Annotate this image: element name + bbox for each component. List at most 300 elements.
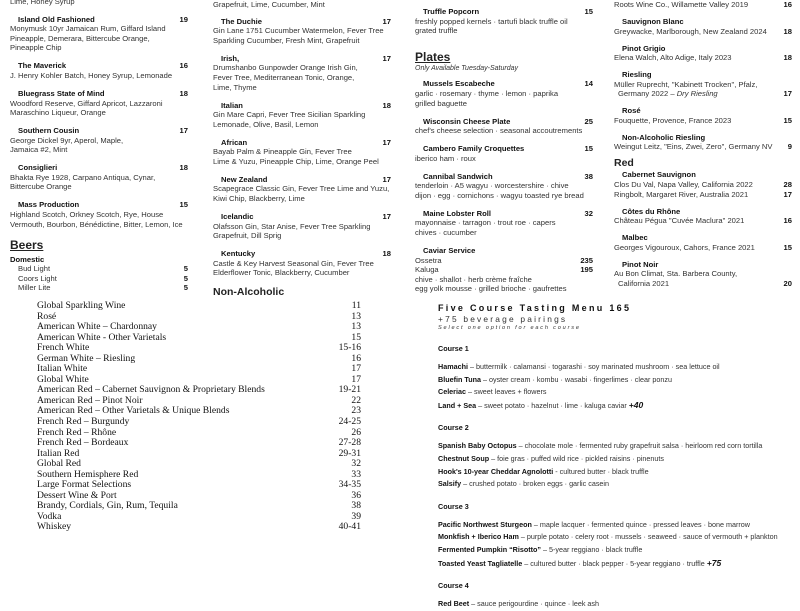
- wine-text: Weingut Leitz, "Eins, Zwei, Zero", Germany NV: [614, 142, 773, 152]
- item-header: [415, 209, 593, 219]
- dish-supplement: +75: [706, 557, 722, 568]
- wine-producer: [614, 180, 753, 190]
- wine-row: [614, 243, 792, 253]
- item-price: 15: [179, 200, 188, 210]
- wine-price: 16: [783, 216, 792, 226]
- wine-group: [614, 44, 792, 63]
- item-name: Mussels Escabeche: [423, 79, 495, 89]
- wine-producer: [614, 80, 757, 99]
- wine-row: [614, 269, 792, 288]
- wine-list-page: 27-28: [338, 437, 361, 449]
- dish-description: – sauce perigourdine · quince · leek ash: [469, 599, 600, 609]
- item-header: [10, 89, 188, 99]
- course-dish: [438, 466, 798, 479]
- caviar-price: 195: [580, 265, 593, 275]
- wine-row: [614, 216, 792, 226]
- gin-tonic-column: [213, 0, 391, 299]
- wine-producer: [614, 53, 732, 63]
- beer-name: Coors Light: [18, 273, 57, 283]
- beer-price: 5: [183, 283, 188, 293]
- item-description: Pineapple, Demerara, Bittercube Orange,: [10, 33, 150, 43]
- wine-text: Fouquette, Provence, France 2023: [614, 115, 732, 125]
- course-dish: [438, 440, 798, 453]
- beer-name: Miller Lite: [18, 283, 51, 293]
- wine-price: 15: [783, 242, 792, 252]
- wine-group: [614, 17, 792, 36]
- item-name: Mass Production: [18, 200, 80, 210]
- menu-item: [10, 61, 188, 80]
- item-description: Maraschino Liqueur, Orange: [10, 108, 106, 118]
- menu-item: [415, 79, 593, 108]
- menu-item: [415, 7, 593, 36]
- item-price: 17: [382, 16, 391, 26]
- wine-list-page: 39: [351, 510, 361, 522]
- item-description: Grapefruit, Dill Sprig: [213, 231, 282, 241]
- course-label: Course 3: [438, 501, 469, 511]
- beer-price: 5: [183, 273, 188, 283]
- wine-group: [614, 106, 792, 125]
- menu-item: [415, 117, 593, 136]
- wine-text-cont: California 2021: [618, 278, 670, 288]
- item-description: George Dickel 9yr, Aperol, Maple,: [10, 135, 124, 145]
- varietal-name: Malbec: [622, 233, 648, 243]
- dish-name: Celeriac: [438, 387, 466, 397]
- item-name: Caviar Service: [423, 246, 476, 256]
- dish-name: Toasted Yeast Tagliatelle: [438, 558, 523, 568]
- wine-list-page: 15: [351, 331, 361, 343]
- item-price: 17: [382, 53, 391, 63]
- course-dish: [438, 386, 798, 399]
- item-price: 14: [584, 79, 593, 89]
- varietal-name: Côtes du Rhône: [622, 206, 681, 216]
- non-alcoholic-heading: Non-Alcoholic: [213, 286, 285, 299]
- red-heading: Red: [614, 157, 634, 170]
- item-description: Fever Tree, Mediterranean Tonic, Orange,: [213, 72, 355, 82]
- wine-list-section: Large Format Selections: [37, 479, 132, 491]
- varietal-name: Non-Alcoholic Riesling: [622, 132, 706, 142]
- dish-name: Red Beet: [438, 599, 470, 609]
- item-description: chive · shallot · herb crème fraîche: [415, 274, 532, 284]
- item-description: Bayab Palm & Pineapple Gin, Fever Tree: [213, 147, 352, 157]
- menu-item: [213, 249, 391, 278]
- item-header: [213, 175, 391, 185]
- wine-list-row: [37, 522, 361, 533]
- wine-list-page: 34-35: [338, 479, 361, 491]
- wine-list-section: American Red – Pinot Noir: [37, 394, 143, 406]
- wine-text-cont: Germany 2022 –: [618, 89, 675, 99]
- wine-list-page: 16: [351, 352, 361, 364]
- wine-list-row: [37, 449, 361, 460]
- menu-item: [415, 209, 593, 238]
- wine-price: 15: [783, 115, 792, 125]
- lead-wine: [614, 0, 792, 10]
- beer-row: [10, 264, 188, 274]
- item-price: 18: [179, 88, 188, 98]
- item-description: Woodford Reserve, Giffard Apricot, Lazzaroni: [10, 98, 163, 108]
- domestic-label: Domestic: [10, 254, 45, 264]
- menu-item: [213, 138, 391, 167]
- wine-price: 16: [783, 0, 792, 9]
- menu-item: [10, 163, 188, 192]
- item-header: [10, 61, 188, 71]
- dish-description: – cultured butter · black pepper · 5-year reggiano · truffle: [522, 558, 707, 568]
- tasting-menu: [438, 303, 798, 611]
- item-price: 16: [179, 61, 188, 71]
- dish-supplement: +40: [628, 399, 644, 410]
- item-header: [10, 200, 188, 210]
- menu-item: [213, 175, 391, 204]
- wine-list-section: Global Red: [37, 458, 81, 470]
- item-description: Scapegrace Classic Gin, Fever Tree Lime and Yuzu,: [213, 184, 390, 194]
- wine-producer: [614, 27, 767, 37]
- wine-list-section: German White – Riesling: [37, 352, 136, 364]
- course-dish: [438, 399, 798, 413]
- lead-text: Lime, Honey Syrup: [10, 0, 75, 6]
- item-header: [213, 101, 391, 111]
- varietal-name: Cabernet Sauvignon: [622, 170, 696, 180]
- wine-list-page: 23: [351, 405, 361, 417]
- wine-price: 9: [787, 142, 792, 152]
- item-description: Lemonade, Olive, Basil, Lemon: [213, 119, 319, 129]
- item-description: Drumshanbo Gunpowder Orange Irish Gin,: [213, 63, 358, 73]
- item-name: Icelandic: [221, 212, 254, 222]
- wine-list-row: [37, 438, 361, 449]
- wine-list-section: American White – Chardonnay: [37, 321, 157, 333]
- wine-list-page: 33: [351, 468, 361, 480]
- item-name: African: [221, 137, 248, 147]
- wine-text-2: [614, 89, 757, 99]
- caviar-service: [415, 246, 593, 294]
- wine-list-section: French Red – Rhône: [37, 426, 117, 438]
- wine-text: Müller Ruprecht, "Kabinett Trocken", Pfalz,: [614, 79, 758, 89]
- dish-description: – maple lacquer · fermented quince · pressed leaves · bone marrow: [531, 519, 750, 529]
- item-header: [10, 15, 188, 25]
- item-name: Irish,: [221, 53, 240, 63]
- item-description: egg yolk mousse · grilled brioche · gaufrettes: [415, 284, 567, 294]
- dish-description: – 5-year reggiano · black truffle: [541, 544, 643, 554]
- dish-name: Monkfish + Iberico Ham: [438, 532, 519, 542]
- menu-item: [213, 212, 391, 241]
- wine-list-page: 11: [351, 300, 361, 311]
- course-dish: [438, 531, 798, 544]
- item-description: garlic · rosemary · thyme · lemon · paprika: [415, 88, 559, 98]
- dish-name: Pacific Northwest Sturgeon: [438, 519, 532, 529]
- wine-list-section: Vodka: [37, 510, 62, 522]
- item-header: [415, 7, 593, 17]
- wine-list-section: Italian White: [37, 363, 88, 375]
- wine-list-index: [37, 301, 361, 533]
- wine-list-page: 26: [351, 426, 361, 438]
- item-price: 17: [382, 174, 391, 184]
- course-label: Course 2: [438, 423, 469, 433]
- wine-group: [614, 260, 792, 289]
- varietal-name: Rosé: [622, 106, 641, 116]
- item-price: 17: [382, 137, 391, 147]
- wine-text-2: [614, 279, 737, 289]
- item-description: tenderloin · A5 wagyu · worcestershire · chive: [415, 181, 569, 191]
- wine-producer: Roots Wine Co., Willamette Valley 2019: [614, 0, 749, 9]
- wine-producer: [614, 216, 744, 226]
- course-dish: [438, 374, 798, 387]
- course-label: Course 1: [438, 344, 469, 353]
- item-description: Pineapple Chip: [10, 43, 62, 53]
- item-description: J. Henry Kohler Batch, Honey Syrup, Lemonade: [10, 70, 173, 80]
- item-description: chives · cucumber: [415, 228, 477, 238]
- item-price: 19: [179, 14, 188, 24]
- wine-row: [614, 27, 792, 37]
- course-dish: [438, 557, 798, 571]
- item-name: Southern Cousin: [18, 126, 80, 136]
- wine-producer: [614, 142, 772, 152]
- item-description: iberico ham · roux: [415, 153, 476, 163]
- wine-producer: [614, 269, 737, 288]
- wine-list-row: [37, 512, 361, 523]
- wine-list-section: French Red – Burgundy: [37, 416, 130, 428]
- wine-note: Dry Riesling: [676, 89, 718, 99]
- wine-list-page: 36: [351, 489, 361, 501]
- item-name: Wisconsin Cheese Plate: [423, 116, 511, 126]
- course-dish: [438, 478, 798, 491]
- wine-text: Château Pégua "Cuvée Maclura" 2021: [614, 216, 745, 226]
- wine-group: [614, 70, 792, 99]
- dish-description: – oyster cream · kombu · wasabi · fingerlimes · clear ponzu: [481, 374, 672, 384]
- item-name: The Duchie: [221, 16, 262, 26]
- item-description: Gin Lane 1751 Cucumber Watermelon, Fever Tree: [213, 26, 384, 36]
- wine-price: 18: [783, 26, 792, 36]
- item-description: chef's cheese selection · seasonal accoutrements: [415, 126, 583, 136]
- item-name: Truffle Popcorn: [423, 7, 480, 16]
- item-price: 18: [382, 249, 391, 259]
- beer-price: 5: [183, 264, 188, 274]
- item-header: [415, 144, 593, 154]
- wine-list-section: Southern Hemisphere Red: [37, 468, 139, 480]
- caviar-option: [415, 256, 593, 266]
- wine-producer: [614, 116, 731, 126]
- wine-list-section: Italian Red: [37, 447, 80, 459]
- item-description: mayonnaise · tarragon · trout roe · capers: [415, 218, 556, 228]
- dish-name: Chestnut Soup: [438, 453, 490, 463]
- item-description: Bhakta Rye 1928, Carpano Antiqua, Cynar,: [10, 172, 156, 182]
- food-column: [415, 0, 593, 302]
- varietal-name: Pinot Noir: [622, 259, 659, 269]
- menu-item: [10, 126, 188, 155]
- wine-list-row: [37, 301, 361, 312]
- beer-row: [10, 283, 188, 293]
- item-description: Lime, Thyme: [213, 82, 257, 92]
- tasting-menu-title: Five Course Tasting Menu 165: [438, 303, 632, 313]
- item-description: Elderflower Tonic, Blackberry, Cucumber: [213, 268, 350, 278]
- lead-text: Grapefruit, Lime, Cucumber, Mint: [213, 0, 325, 9]
- dish-description: – purple potato · celery root · mussels · seaweed · sauce of vermouth + plankton: [518, 532, 778, 542]
- item-description: Lime & Yuzu, Pineapple Chip, Lime, Orange Peel: [213, 156, 379, 166]
- wine-list-section: French Red – Bordeaux: [37, 437, 129, 449]
- menu-item: [10, 15, 188, 53]
- item-name: Cannibal Sandwich: [423, 171, 493, 181]
- item-header: [10, 126, 188, 136]
- item-header: [415, 172, 593, 182]
- wine-list-section: American White - Other Varietals: [37, 331, 167, 343]
- caviar-name: Kaluga: [415, 265, 439, 275]
- dish-description: – sweet leaves + flowers: [465, 387, 547, 397]
- caviar-name: Ossetra: [415, 255, 442, 265]
- dish-name: Salsify: [438, 479, 462, 489]
- varietal-name: Pinot Grigio: [622, 43, 666, 53]
- dish-description: – crushed potato · broken eggs · garlic casein: [461, 479, 610, 489]
- item-name: Island Old Fashioned: [18, 14, 95, 24]
- item-name: New Zealand: [221, 174, 268, 184]
- item-description: Bittercube Orange: [10, 182, 72, 192]
- wine-row: [614, 116, 792, 126]
- dish-description: – chocolate mole · fermented ruby grapefruit salsa · heirloom red corn tortilla: [516, 441, 763, 451]
- item-name: Bluegrass State of Mind: [18, 88, 105, 98]
- item-header: [213, 138, 391, 148]
- item-description: grilled baguette: [415, 98, 467, 108]
- item-header: [213, 17, 391, 27]
- wine-list-section: Rosé: [37, 310, 57, 322]
- menu-item: [10, 200, 188, 229]
- item-description: Vermouth, Bourbon, Bénédictine, Bitter, Lemon, Ice: [10, 219, 183, 229]
- wine-list-row: [37, 417, 361, 428]
- course-dish: [438, 453, 798, 466]
- item-description: dijon · egg · cornichons · wagyu toasted rye bread: [415, 190, 584, 200]
- wine-list-page: 19-21: [338, 384, 361, 396]
- wine-group: [614, 170, 792, 199]
- varietal-name: Riesling: [622, 70, 652, 80]
- caviar-price: 235: [580, 255, 593, 265]
- wine-list-page: 15-16: [338, 342, 361, 354]
- wine-price: 17: [783, 89, 792, 99]
- menu-item: [213, 101, 391, 130]
- wine-list-section: American Red – Other Varietals & Unique Blends: [37, 405, 230, 417]
- wine-producer: [614, 243, 755, 253]
- item-name: Maine Lobster Roll: [423, 208, 491, 218]
- beers-heading: Beers: [10, 237, 44, 252]
- item-description: Monymusk 10yr Jamaican Rum, Giffard Island: [10, 24, 166, 34]
- item-price: 15: [584, 7, 593, 16]
- wine-list-section: French White: [37, 342, 90, 354]
- item-description: grated truffle: [415, 26, 458, 36]
- wine-row: [614, 53, 792, 63]
- item-description: Highland Scotch, Orkney Scotch, Rye, House: [10, 210, 164, 220]
- wine-list-page: 22: [351, 394, 361, 406]
- wine-group: [614, 233, 792, 252]
- item-description: Sparkling Cucumber, Fresh Mint, Grapefruit: [213, 35, 360, 45]
- item-name: Consiglieri: [18, 163, 58, 173]
- course-label: Course 4: [438, 581, 469, 591]
- wines-by-glass-column: [614, 0, 792, 296]
- wine-list-section: Brandy, Cordials, Gin, Rum, Tequila: [37, 500, 178, 512]
- wine-list-page: 17: [351, 373, 361, 385]
- item-header: [415, 79, 593, 89]
- item-description: Gin Mare Capri, Fever Tree Sicilian Sparkling: [213, 110, 366, 120]
- item-header: [213, 54, 391, 64]
- dish-name: Spanish Baby Octopus: [438, 441, 517, 451]
- wine-text: Ringbolt, Margaret River, Australia 2021: [614, 189, 749, 199]
- item-price: 38: [584, 171, 593, 181]
- item-description: Kiwi Chip, Blackberry, Lime: [213, 194, 305, 204]
- wine-list-page: 13: [351, 310, 361, 322]
- beer-row: [10, 274, 188, 284]
- course-dish: [438, 361, 798, 374]
- wine-list-page: 13: [351, 321, 361, 333]
- menu-item: [10, 89, 188, 118]
- dish-description: - cultured butter · black truffle: [553, 466, 649, 476]
- item-price: 17: [382, 212, 391, 222]
- wine-list-page: 24-25: [338, 416, 361, 428]
- menu-item: [415, 144, 593, 163]
- beverage-pairing: +75 beverage pairings: [438, 314, 568, 324]
- course-dish: [438, 544, 798, 557]
- dish-name: Fermented Pumpkin “Risotto”: [438, 544, 542, 554]
- wine-price: 18: [783, 53, 792, 63]
- plates-heading: Plates: [415, 49, 451, 64]
- wine-text: Elena Walch, Alto Adige, Italy 2023: [614, 53, 732, 63]
- dish-description: – foie gras · puffed wild rice · pickled raisins · pinenuts: [489, 453, 664, 463]
- beer-name: Bud Light: [18, 264, 51, 274]
- item-description: Castle & Key Harvest Seasonal Gin, Fever Tree: [213, 258, 374, 268]
- cocktails-column: [10, 0, 188, 293]
- wine-row: [614, 180, 792, 190]
- wine-list-page: 17: [351, 363, 361, 375]
- wine-price: 17: [783, 189, 792, 199]
- item-description: Olafsson Gin, Star Anise, Fever Tree Sparkling: [213, 221, 371, 231]
- dish-name: Bluefin Tuna: [438, 374, 481, 384]
- wine-text: Au Bon Climat, Sta. Barbera County,: [614, 269, 738, 279]
- item-description: Jamaica #2, Mint: [10, 145, 68, 155]
- item-name: Kentucky: [221, 249, 256, 259]
- wine-text: Georges Vigouroux, Cahors, France 2021: [614, 242, 755, 252]
- wine-group: [614, 133, 792, 152]
- dish-description: – sweet potato · hazelnut · lime · kaluga caviar: [476, 400, 629, 410]
- wine-row: [614, 142, 792, 152]
- wine-text: Greywacke, Marlborough, New Zealand 2024: [614, 26, 767, 36]
- wine-list-page: 40-41: [338, 521, 361, 533]
- item-price: 18: [382, 100, 391, 110]
- item-header: [415, 117, 593, 127]
- item-price: 32: [584, 208, 593, 218]
- item-price: 17: [179, 126, 188, 136]
- item-price: 15: [584, 144, 593, 154]
- menu-item: [415, 172, 593, 201]
- item-price: 25: [584, 116, 593, 126]
- wine-list-page: 32: [351, 458, 361, 470]
- wine-row: [614, 80, 792, 99]
- item-header: [10, 163, 188, 173]
- dish-name: Hamachi: [438, 362, 468, 371]
- dish-name: Hook's 10-year Cheddar Agnolotti: [438, 466, 554, 476]
- wine-price: 20: [783, 278, 792, 288]
- item-header: [213, 212, 391, 222]
- wine-list-section: Whiskey: [37, 521, 72, 533]
- wine-list-section: Global White: [37, 373, 89, 385]
- item-name: Italian: [221, 100, 243, 110]
- caviar-option: [415, 265, 593, 275]
- dish-name: Land + Sea: [438, 400, 477, 410]
- dish-description: – buttermilk · calamansi · togarashi · soy marinated mushroom · sea lettuce oil: [467, 362, 720, 371]
- item-name: The Maverick: [18, 61, 67, 71]
- menu-item: [213, 54, 391, 92]
- varietal-name: Sauvignon Blanc: [622, 16, 684, 26]
- wine-row: [614, 190, 792, 200]
- wine-text: Clos Du Val, Napa Valley, California 2022: [614, 180, 753, 190]
- wine-list-section: Global Sparkling Wine: [37, 300, 126, 311]
- wine-producer: [614, 190, 748, 200]
- item-header: [213, 249, 391, 259]
- menu-item: [213, 17, 391, 46]
- wine-group: [614, 207, 792, 226]
- wine-list-page: 38: [351, 500, 361, 512]
- item-price: 18: [179, 163, 188, 173]
